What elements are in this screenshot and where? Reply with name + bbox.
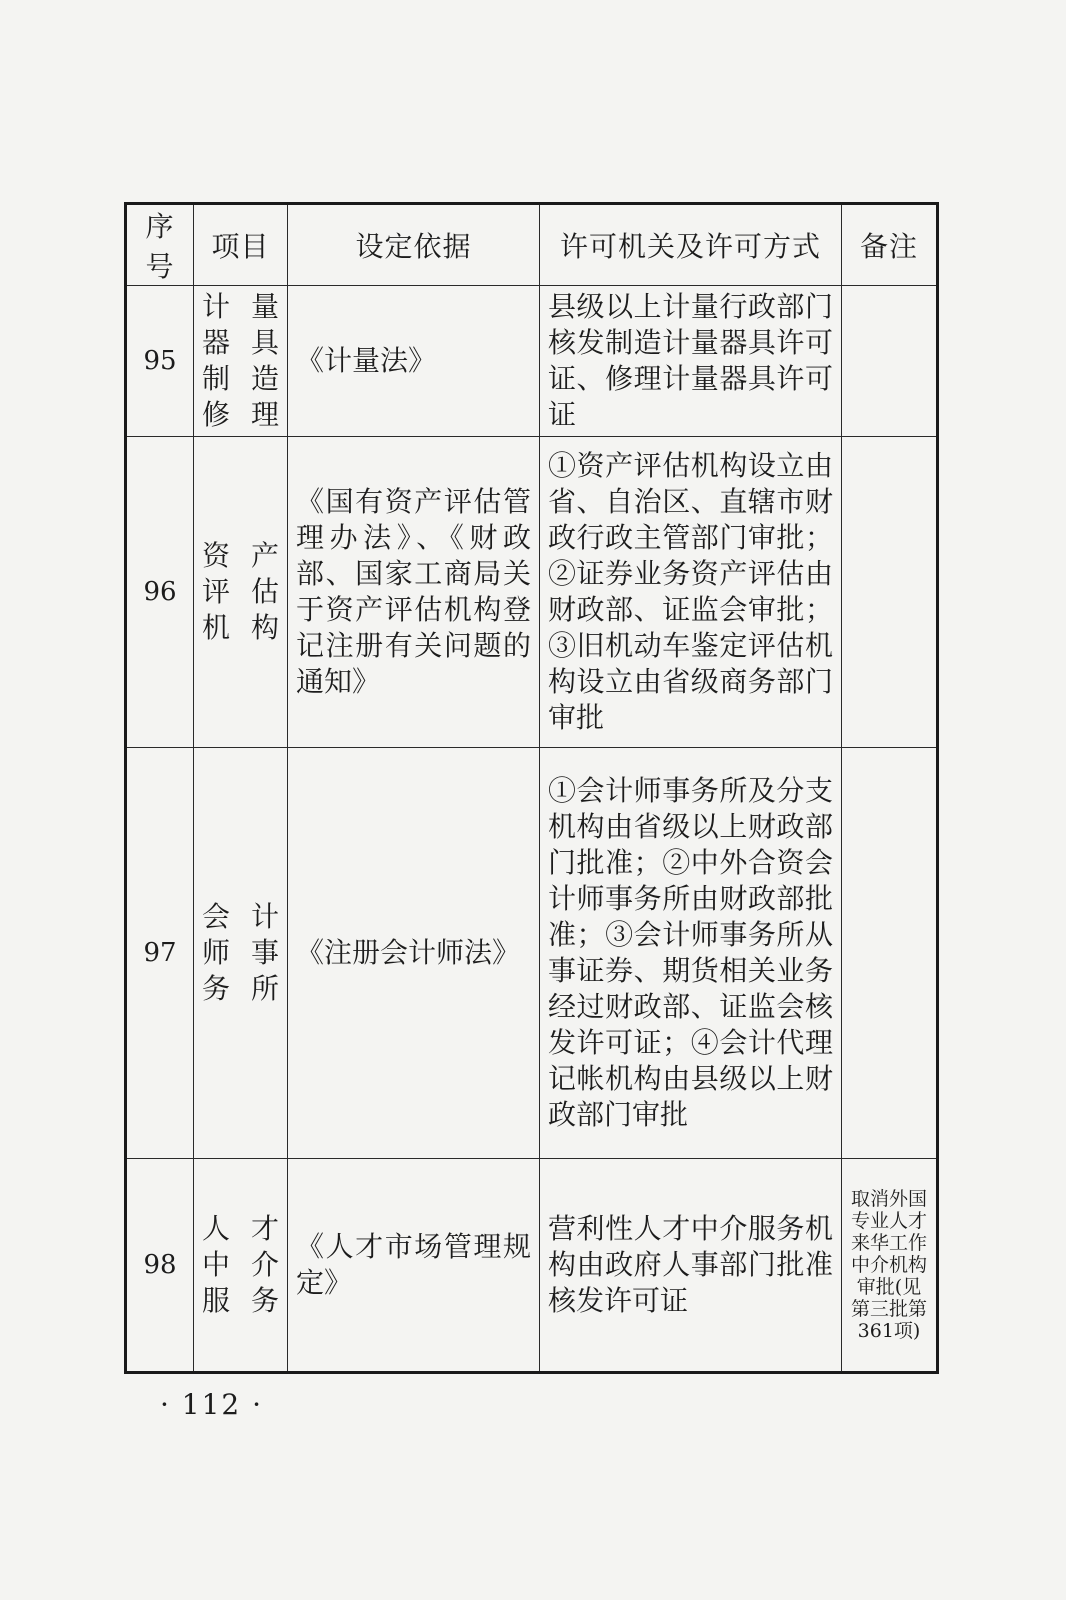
header-item: 项目	[194, 204, 288, 286]
header-basis: 设定依据	[288, 204, 540, 286]
row-remark	[842, 286, 938, 437]
row-basis: 《人才市场管理规定》	[288, 1159, 540, 1373]
row-item: 会计师事务所	[194, 748, 288, 1159]
row-remark	[842, 437, 938, 748]
row-item: 计量器具制造修 理	[194, 286, 288, 437]
header-seq: 序号	[126, 204, 194, 286]
row-item: 资产评估机构	[194, 437, 288, 748]
header-remark: 备注	[842, 204, 938, 286]
table-header-row	[126, 204, 938, 286]
row-seq: 97	[126, 748, 194, 1159]
row-remark	[842, 748, 938, 1159]
table-row	[126, 437, 938, 748]
row-basis: 《注册会计师法》	[288, 748, 540, 1159]
table-row	[126, 286, 938, 437]
row-authority: ①资产评估机构设立由省、自治区、直辖市财政行政主管部门审批；②证券业务资产评估由财政部、证监会审批；③旧机动车鉴定评估机构设立由省级商务部门审批	[540, 437, 842, 748]
page-number: · 112 ·	[160, 1388, 264, 1421]
row-authority: 县级以上计量行政部门核发制造计量器具许可证、修理计量器具许可证	[540, 286, 842, 437]
row-basis: 《计量法》	[288, 286, 540, 437]
row-seq: 95	[126, 286, 194, 437]
header-authority: 许可机关及许可方式	[540, 204, 842, 286]
row-authority: ①会计师事务所及分支机构由省级以上财政部门批准；②中外合资会计师事务所由财政部批准；③会计师事务所从事证券、期货相关业务经过财政部、证监会核发许可证；④会计代理记帐机构由县级以上财政部门审批	[540, 748, 842, 1159]
row-item: 人才中介服务	[194, 1159, 288, 1373]
row-authority: 营利性人才中介服务机构由政府人事部门批准核发许可证	[540, 1159, 842, 1373]
row-basis: 《国有资产评估管理办法》、《财政部、国家工商局关于资产评估机构登记注册有关问题的通知》	[288, 437, 540, 748]
permit-table	[124, 202, 939, 1374]
table-row	[126, 1159, 938, 1373]
row-seq: 96	[126, 437, 194, 748]
row-seq: 98	[126, 1159, 194, 1373]
row-remark: 取消外国专业人才来华工作中介机构审批(见第三批第361项)	[842, 1159, 938, 1373]
table-row	[126, 748, 938, 1159]
